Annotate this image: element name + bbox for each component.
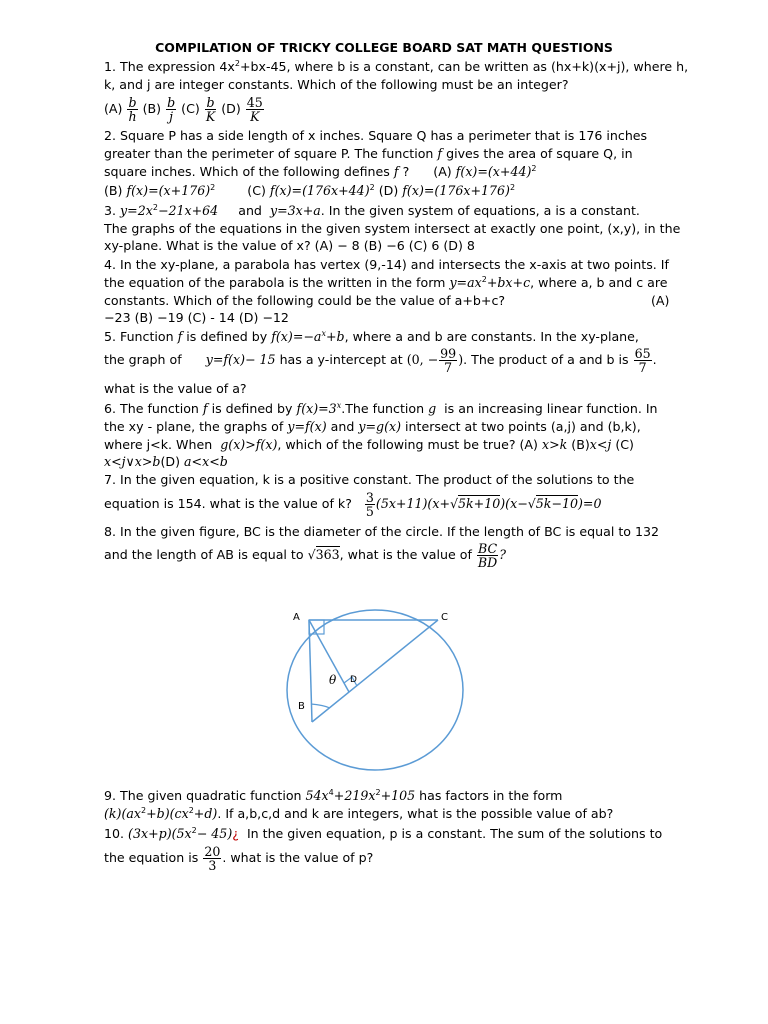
q5-line-3: what is the value of a? — [104, 381, 247, 396]
circle-figure — [280, 605, 480, 775]
angle-arc-b — [311, 704, 330, 708]
label-d: D — [350, 675, 357, 685]
label-b: B — [298, 701, 305, 712]
q3-line-1: 3. $y=2x^2-21x+64$ and y=3x+a. In the given system of equations, a is a constant. — [104, 202, 640, 218]
document-title: COMPILATION OF TRICKY COLLEGE BOARD SAT MATH QUESTIONS — [155, 40, 613, 55]
q8-line-1: 8. In the given figure, BC is the diameter of the circle. If the length of BC is equal to 132 — [104, 524, 660, 539]
q9-line-1: 9. The given quadratic function $54x^4+219x^2+105$ has factors in the form — [104, 787, 563, 803]
q3-line-2: The graphs of the equations in the given system intersect at exactly one point, (x,y), in the — [104, 221, 681, 236]
q4-line-2: the equation of the parabola is the written in the form $y=ax^2+bx+c$, where a, b and c are — [104, 274, 668, 290]
q2-line-1: 2. Square P has a side length of x inches. Square Q has a perimeter that is 176 inches — [104, 128, 648, 143]
label-a: A — [293, 612, 300, 623]
q1-line-1: 1. The expression $4x^2+bx-45$, where b is a constant, can be written as (hx+k)(x+j), where h, — [104, 58, 689, 74]
label-theta: θ — [329, 673, 337, 687]
q6-line-3: where j<k. When g(x)>f(x), which of the following must be true? (A) x>k (B)x<j (C) — [104, 437, 634, 452]
q3-line-3: xy-plane. What is the value of x? (A) − 8 (B) −6 (C) 6 (D) 8 — [104, 238, 475, 253]
q6-line-1: 6. The function f is defined by $f(x)=3^x.The$ function g is an increasing linear function. In — [104, 400, 658, 416]
q8-line-2: and the length of AB is equal to √363, what is the value of $\frac{BC}{BD}$ ? — [104, 541, 507, 570]
q7-line-2: equation is 154. what is the value of k? $\frac{3}{5}$ (5x+11)(x+√5k+10)(x−√5k−10)=0 — [104, 490, 602, 519]
q10-line-2: the equation is $\frac{20}{3}$ . what is the value of p? — [104, 844, 374, 873]
q2-line-2: greater than the perimeter of square P. The function f gives the area of square Q, in — [104, 146, 633, 161]
q5-line-1: 5. Function f is defined by $f(x)=-a^x+b$, where a and b are constants. In the xy-plane, — [104, 328, 639, 344]
q7-line-1: 7. In the given equation, k is a positive constant. The product of the solutions to the — [104, 472, 635, 487]
q4-line-3: constants. Which of the following could be the value of a+b+c? — [104, 293, 506, 308]
q9-line-2: $(k)(ax^2+b)(cx^2+d)$. If a,b,c,d and k are integers, what is the possible value of ab? — [104, 805, 614, 821]
q4-line-4: −23 (B) −19 (C) - 14 (D) −12 — [104, 310, 289, 325]
q2-line-3: square inches. Which of the following defines f ? (A) $f(x)=(x+44)^2$ — [104, 163, 537, 179]
q6-line-4: x<j∨x>b(D) a<x<b — [104, 454, 228, 469]
q4-option-a-label: (A) — [651, 293, 670, 308]
label-c: C — [441, 612, 448, 623]
q6-line-2: the xy - plane, the graphs of y=f(x) and y=g(x) intersect at two points (a,j) and (b,k), — [104, 419, 641, 434]
q4-line-1: 4. In the xy-plane, a parabola has vertex (9,-14) and intersects the x-axis at two points. If — [104, 257, 669, 272]
q10-line-1: 10. $(3x+p)(5x^2-$ 45)¿ In the given equation, p is a constant. The sum of the solutions to — [104, 825, 663, 841]
segment-bc — [312, 620, 438, 722]
q5-line-2: the graph of y=f(x)− 15 has a y-intercept at (0, − $\frac{99}{7}$ ). The product of a and b is $\frac{65}{7}$ . — [104, 346, 657, 375]
q1-line-2: k, and j are integer constants. Which of the following must be an integer? — [104, 77, 569, 92]
q1-options: (A) $\frac{b}{h}$ (B) $\frac{b}{j}$ (C) $\frac{b}{K}$ (D) $\frac{45}{K}$ — [104, 95, 263, 124]
q2-line-4: (B) $f(x)=(x+176)^2$ (C) $f(x)=(176x+44)^2$ (D) $f(x)=(176x+176)^2$ — [104, 182, 516, 198]
